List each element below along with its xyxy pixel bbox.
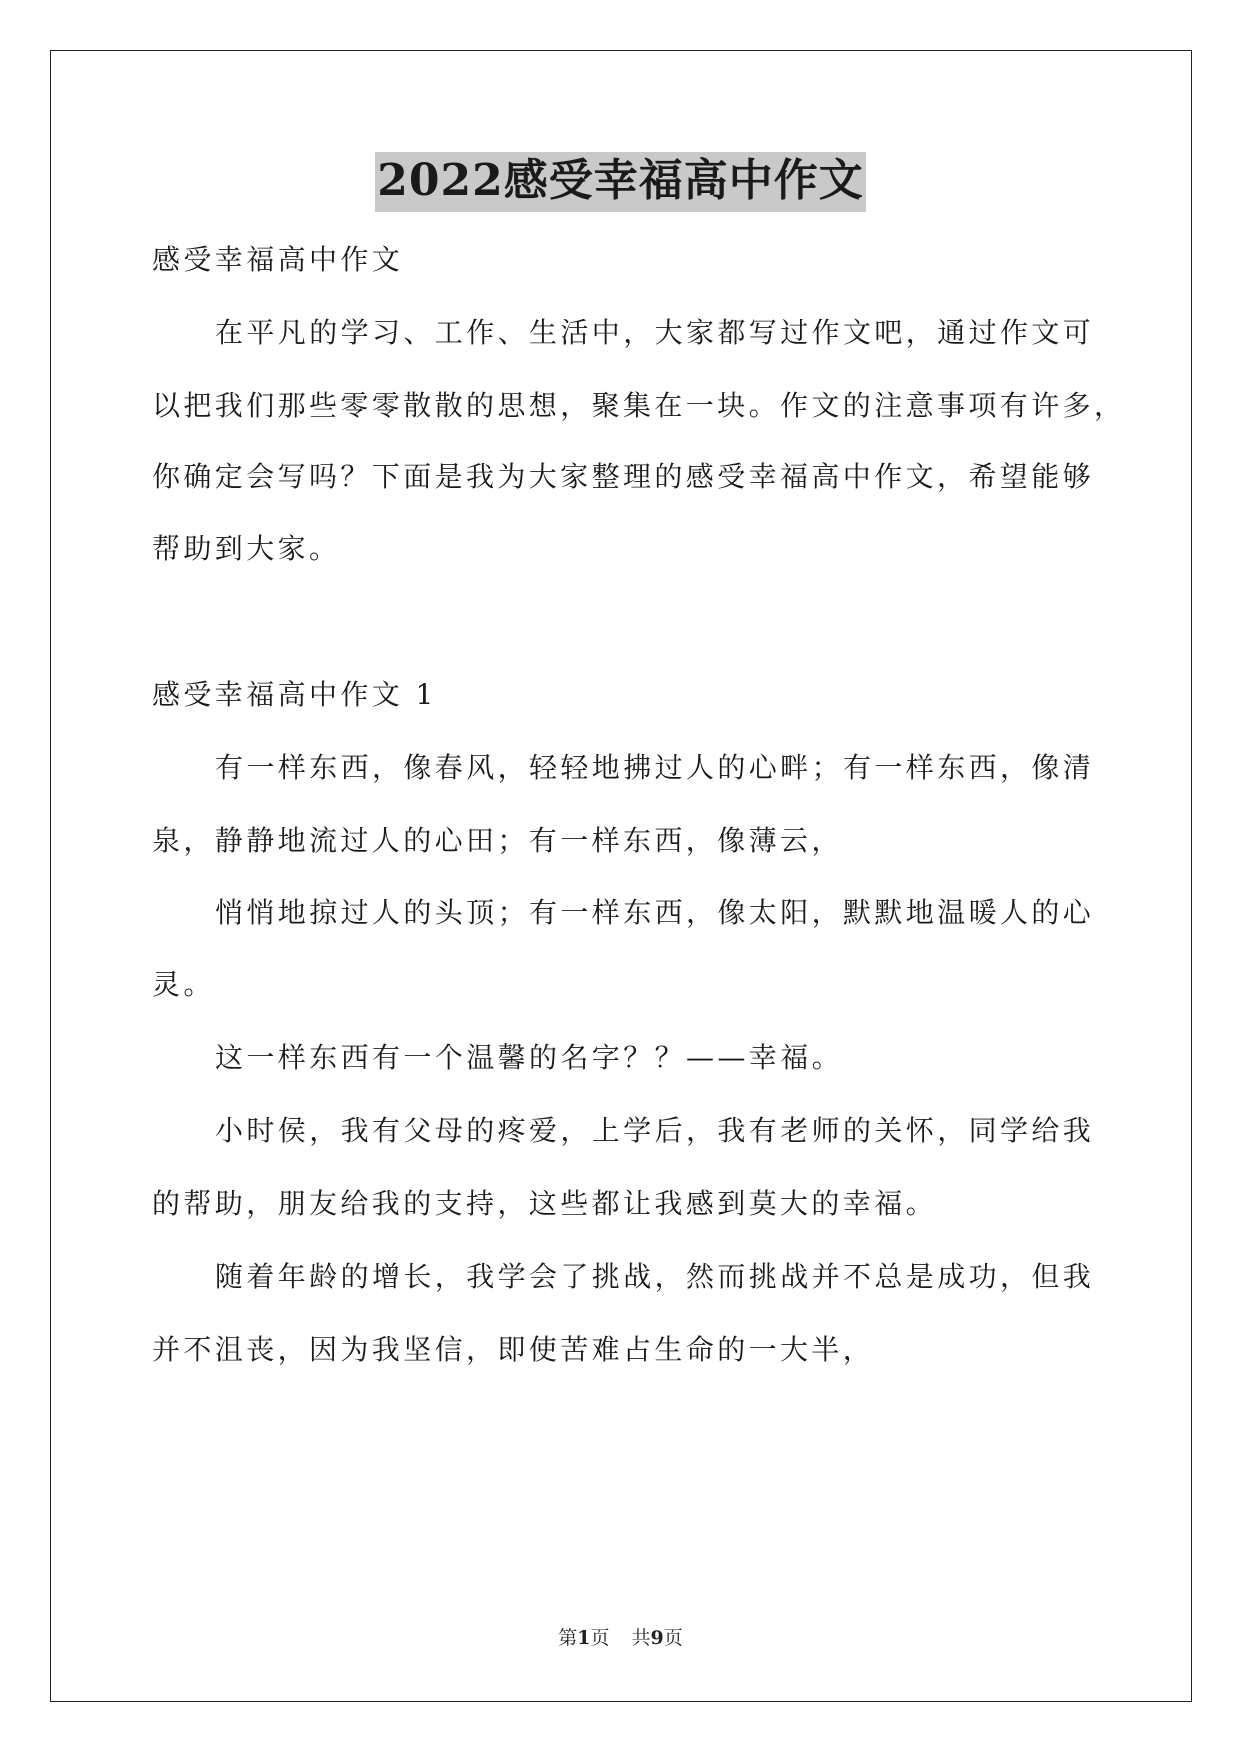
body-line: 灵。 (152, 968, 215, 1001)
page-number: 1 (577, 1627, 591, 1649)
body-line: 的帮助，朋友给我的支持，这些都让我感到莫大的幸福。 (152, 1187, 938, 1220)
page-prefix: 第 (558, 1627, 578, 1649)
intro-line: 帮助到大家。 (152, 532, 341, 565)
page-border (50, 50, 1192, 1702)
page-suffix: 页 (590, 1627, 610, 1649)
body-line: 有一样东西，像春风，轻轻地拂过人的心畔；有一样东西，像清 (215, 751, 1095, 784)
section-heading: 感受幸福高中作文 (152, 243, 404, 276)
document-title: 2022感受幸福高中作文 (375, 152, 865, 212)
total-pages: 9 (650, 1627, 664, 1649)
title-container (0, 152, 1241, 212)
intro-line: 你确定会写吗？下面是我为大家整理的感受幸福高中作文，希望能够 (152, 460, 1095, 493)
intro-line: 以把我们那些零零散散的思想，聚集在一块。作文的注意事项有许多， (152, 389, 1126, 422)
body-line: 小时侯，我有父母的疼爱，上学后，我有老师的关怀，同学给我 (215, 1114, 1095, 1147)
total-suffix: 页 (663, 1627, 683, 1649)
body-line: 随着年龄的增长，我学会了挑战，然而挑战并不总是成功，但我 (215, 1260, 1095, 1293)
essay-heading: 感受幸福高中作文 1 (152, 678, 437, 711)
body-line: 悄悄地掠过人的头顶；有一样东西，像太阳，默默地温暖人的心 (215, 896, 1095, 929)
intro-line: 在平凡的学习、工作、生活中，大家都写过作文吧，通过作文可 (215, 316, 1095, 349)
body-line: 泉，静静地流过人的心田；有一样东西，像薄云， (152, 824, 843, 857)
total-prefix: 共 (631, 1627, 651, 1649)
body-line: 这一样东西有一个温馨的名字？？——幸福。 (215, 1041, 844, 1074)
page-footer (0, 1626, 1241, 1650)
body-line: 并不沮丧，因为我坚信，即使苦难占生命的一大半， (152, 1333, 875, 1366)
